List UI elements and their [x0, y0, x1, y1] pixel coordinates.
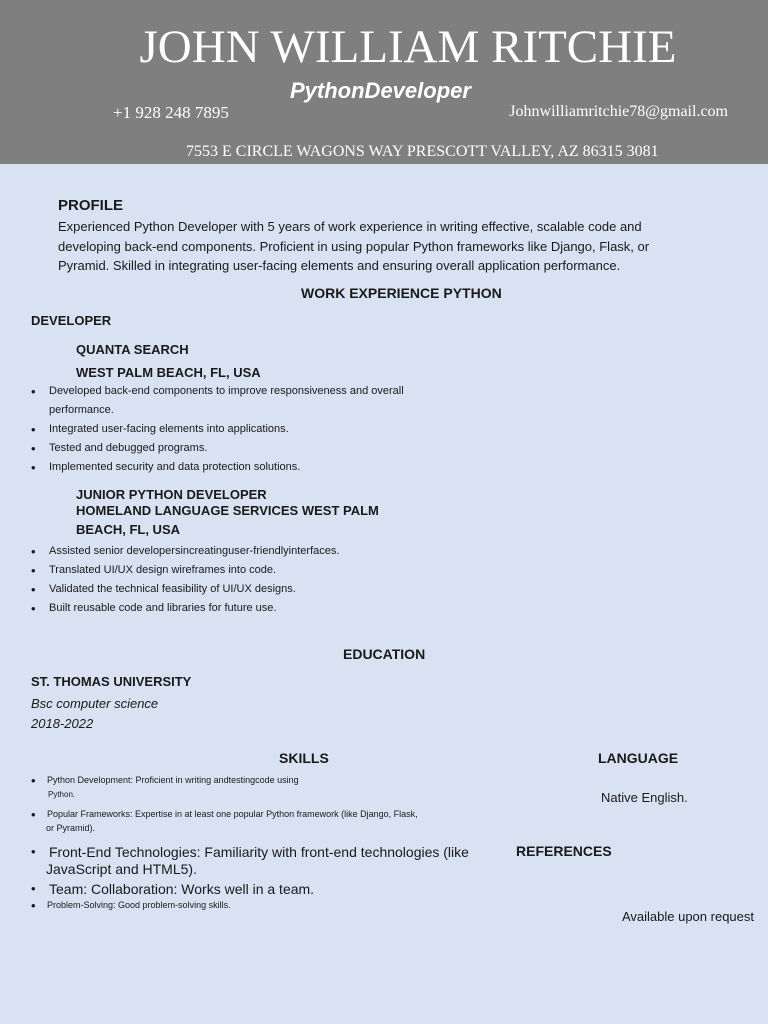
list-item: • Developed back-end components to improve responsiveness and overall: [31, 382, 471, 401]
email-address: Johnwilliamritchie78@gmail.com: [509, 103, 728, 120]
skill-item: • Problem-Solving: Good problem-solving skills.: [31, 898, 531, 913]
language-value: Native English.: [601, 790, 688, 805]
profile-line: developing back-end components. Proficient in using popular Python frameworks like Django, Flask, or: [58, 238, 650, 254]
list-item: • Built reusable code and libraries for future use.: [31, 599, 471, 618]
header-banner: [0, 0, 768, 164]
skills-heading: SKILLS: [279, 750, 329, 766]
skill-item-continued: Python.: [48, 790, 76, 799]
skills-list-large-2: [31, 880, 551, 898]
education-years: 2018-2022: [31, 716, 94, 731]
list-item: • Validated the technical feasibility of UI/UX designs.: [31, 580, 471, 599]
skill-item: • Python Development: Proficient in writing andtestingcode using: [31, 773, 531, 788]
work-experience-subheading: DEVELOPER: [31, 313, 112, 328]
skills-list-large: [31, 843, 551, 861]
job1-location: WEST PALM BEACH, FL, USA: [76, 365, 261, 380]
references-heading: REFERENCES: [516, 843, 612, 859]
skill-item: • Popular Frameworks: Expertise in at least one popular Python framework (like Django, Flask,: [31, 807, 531, 822]
education-school: ST. THOMAS UNIVERSITY: [31, 674, 192, 689]
profile-heading: PROFILE: [58, 197, 124, 214]
skills-list-small-3: [31, 898, 531, 913]
phone-number: +1 928 248 7895: [113, 103, 229, 122]
job2-title: JUNIOR PYTHON DEVELOPER: [76, 487, 267, 502]
job2-company-line2: BEACH, FL, USA: [76, 522, 180, 537]
list-item-continued: performance.: [49, 404, 114, 416]
job1-company: QUANTA SEARCH: [76, 342, 189, 357]
list-item: • Translated UI/UX design wireframes into code.: [31, 561, 471, 580]
job1-bullet-list: [31, 382, 471, 477]
list-item: • Assisted senior developersincreatinguser-friendlyinterfaces.: [31, 542, 471, 561]
profile-text: [58, 217, 718, 276]
skill-item: • Front-End Technologies: Familiarity with front-end technologies (like: [31, 843, 551, 861]
candidate-name: JOHN WILLIAM RITCHIE: [139, 21, 677, 73]
list-item: • Implemented security and data protection solutions.: [31, 458, 471, 477]
skill-item-continued: JavaScript and HTML5).: [46, 861, 197, 877]
postal-address: 7553 E CIRCLE WAGONS WAY PRESCOTT VALLEY, AZ 86315 3081: [186, 143, 659, 160]
profile-line: Pyramid. Skilled in integrating user-facing elements and ensuring overall application performance.: [58, 258, 621, 273]
language-heading: LANGUAGE: [598, 750, 679, 766]
skill-item-continued: or Pyramid).: [46, 823, 96, 833]
education-degree: Bsc computer science: [31, 696, 159, 711]
list-item: • Tested and debugged programs.: [31, 439, 471, 458]
references-value: Available upon request: [621, 909, 754, 924]
profile-line: Experienced Python Developer with 5 years of work experience in writing effective, scalable code and: [58, 219, 642, 234]
job-role: PythonDeveloper: [290, 78, 471, 103]
job2-bullet-list: [31, 542, 471, 618]
skill-item: • Team: Collaboration: Works well in a team.: [31, 880, 551, 898]
job2-company-line1: HOMELAND LANGUAGE SERVICES WEST PALM: [76, 503, 379, 518]
skills-list-small-2: [31, 807, 531, 822]
work-experience-heading: WORK EXPERIENCE PYTHON: [301, 285, 502, 301]
education-heading: EDUCATION: [343, 646, 426, 662]
skills-list-small: [31, 773, 531, 788]
list-item: • Integrated user-facing elements into applications.: [31, 420, 471, 439]
